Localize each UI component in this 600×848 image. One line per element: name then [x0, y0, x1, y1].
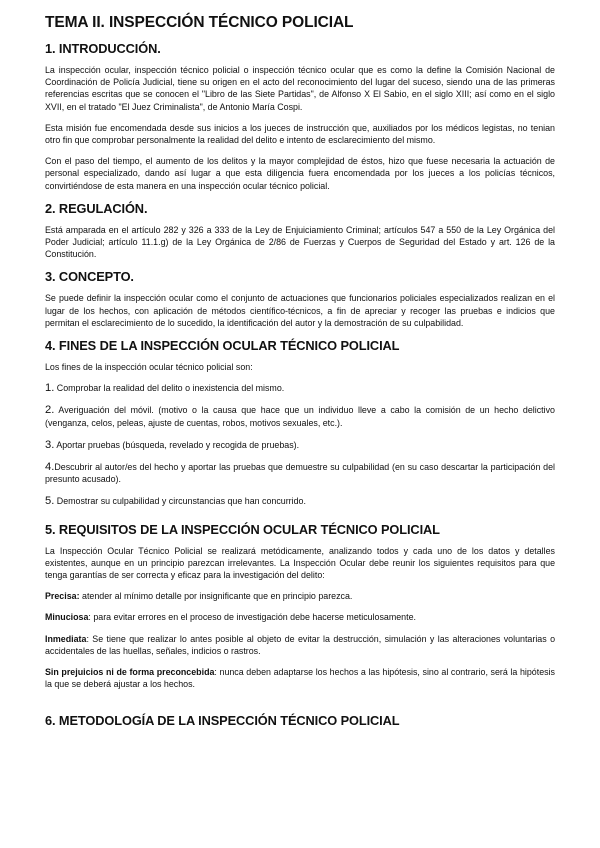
paragraph: Está amparada en el artículo 282 y 326 a 333 de la Ley de Enjuiciamiento Criminal; artículos 547 a 550 de la Ley Orgánica del Poder Judicial; artículo 11.1.g) de la Ley Orgánica de 2/86 de Fuerzas y Cuerpos de Seguridad del Estado y art. 126 de la Constitución.	[45, 224, 555, 260]
section-heading-fines: 4. FINES DE LA INSPECCIÓN OCULAR TÉCNICO POLICIAL	[45, 338, 400, 354]
section-heading-introduccion: 1. INTRODUCCIÓN.	[45, 41, 161, 56]
list-item	[45, 404, 555, 428]
list-number: 1.	[45, 382, 55, 395]
list-number: 2.	[45, 404, 55, 417]
list-item	[45, 382, 555, 394]
requirement-text: : para evitar errores en el proceso de investigación debe hacerse meticulosamente.	[88, 612, 416, 623]
list-item-text: Aportar pruebas (búsqueda, revelado y recogida de pruebas).	[54, 439, 300, 450]
section-heading-metodologia: 6. METODOLOGÍA DE LA INSPECCIÓN TÉCNICO POLICIAL	[45, 712, 400, 728]
paragraph: Los fines de la inspección ocular técnico policial son:	[45, 362, 253, 373]
section-heading-regulacion: 2. REGULACIÓN.	[45, 200, 148, 216]
list-item	[45, 495, 555, 507]
paragraph: La inspección ocular, inspección técnico policial o inspección técnico ocular que es como la define la Comisión Nacional de Coordinación de Policía Judicial, tiene su origen en el acto del reconocimiento del lugar del suceso, siendo una de las primeras referencias escritas que se conocen el "Libro de las Siete Partidas", de Alfonso X El Sabio, en el siglo XIII; así como en el siglo XVII, en el tratado "El Juez Criminalista", de Antonio María Cospi.	[45, 65, 555, 112]
requirement-text: : nunca deben adaptarse los hechos a las hipótesis, sino al contrario, será la hipótesis la que se deberá ajustar a los hechos.	[45, 667, 555, 690]
list-item-text: Descubrir al autor/es del hecho y aportar las pruebas que demuestre su culpabilidad (en su caso descartar la participación del presunto acusado).	[45, 462, 555, 485]
requirement-term: Minuciosa	[45, 612, 89, 623]
paragraph: Se puede definir la inspección ocular como el conjunto de actuaciones que funcionarios policiales especializados realizan en el lugar de los hechos, con aplicación de métodos científico-técnicos, a fin de apreciar y recoger las pruebas e indicios que permitan el esclarecimiento de lo sucedido, la identificación del autor y la demostración de su culpabilidad.	[45, 293, 555, 328]
paragraph: La Inspección Ocular Técnico Policial se realizará metódicamente, analizando todos y cada uno de los datos y detalles existentes, aunque en un principio parezcan irrelevantes. La Inspección Ocular debe reunir los siguientes requisitos para que tenga garantías de ser correcta y eficaz para la investigación del delito:	[45, 545, 555, 581]
paragraph: Esta misión fue encomendada desde sus inicios a los jueces de instrucción que, auxiliados por los médicos legistas, no tenian otro fin que comprobar personalmente la realidad del delito e intento de esclarecimiento del mismo.	[45, 122, 555, 146]
list-item-text: Comprobar la realidad del delito o inexistencia del mismo.	[54, 383, 285, 394]
section-heading-requisitos: 5. REQUISITOS DE LA INSPECCIÓN OCULAR TÉCNICO POLICIAL	[45, 521, 440, 537]
requirement-term: Precisa:	[45, 591, 80, 602]
list-item	[45, 439, 555, 451]
requirement-item	[45, 666, 555, 690]
list-number: 5.	[45, 495, 55, 508]
requirement-item	[45, 590, 555, 602]
list-item-text: Averiguación del móvil. (motivo o la causa que hace que un individuo lleve a cabo la comisión de un hecho delictivo (venganza, celos, peleas, ajuste de cuentas, robos, motivos sexuales, etc.).	[45, 405, 555, 428]
list-item	[45, 461, 555, 485]
requirement-term: Inmediata	[45, 633, 87, 644]
list-item-text: Demostrar su culpabilidad y circunstancias que han concurrido.	[54, 496, 306, 507]
document-title: TEMA II. INSPECCIÓN TÉCNICO POLICIAL	[45, 14, 354, 31]
requirement-term: Sin prejuicios ni de forma preconcebida	[45, 667, 215, 678]
section-heading-concepto: 3. CONCEPTO.	[45, 269, 134, 285]
requirement-text: atender al mínimo detalle por insignificante que en principio parezca.	[79, 591, 353, 602]
requirement-item	[45, 611, 555, 623]
list-number: 3.	[45, 438, 55, 451]
requirement-text: : Se tiene que realizar lo antes posible al objeto de evitar la destrucción, simulación y las alteraciones voluntarias o accidentales de las huellas, señales, indicios o rastros.	[45, 633, 555, 656]
list-number: 4.	[45, 461, 55, 474]
paragraph: Con el paso del tiempo, el aumento de los delitos y la mayor complejidad de éstos, hizo que fuese necesaria la actuación de personal especializado, dando así lugar a que esta diligencia fuera encomendada por los jueces a los policías técnicos, convirtiéndose de esta manera en una inspección ocular técnico policial.	[45, 156, 555, 191]
requirement-item	[45, 633, 555, 657]
